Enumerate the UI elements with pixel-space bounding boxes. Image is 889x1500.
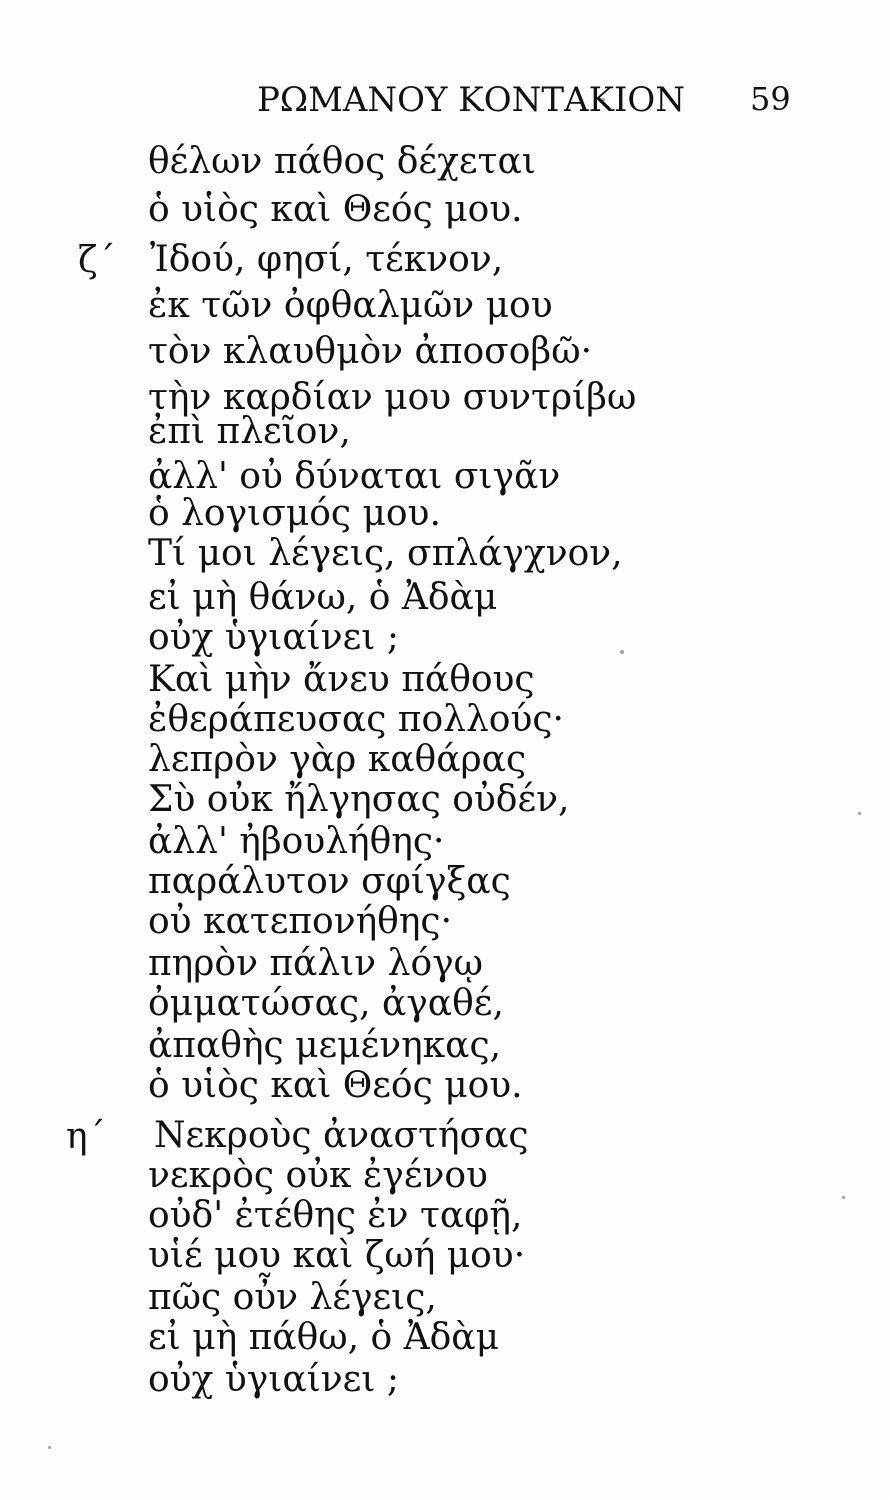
text-line: ὁ υἱὸς καὶ Θεός μου. [148, 189, 523, 230]
text-line: Σὺ οὐκ ἤλγησας οὐδέν, [148, 779, 570, 820]
text-line: παράλυτον σφίγξας [148, 861, 511, 902]
text-line: λεπρὸν γὰρ καθάρας [148, 739, 527, 780]
text-line: ὁ υἱὸς καὶ Θεός μου. [148, 1065, 523, 1106]
text-line: οὐ κατεπονήθης· [148, 901, 453, 942]
text-line: εἰ μὴ θάνω, ὁ Ἀδὰμ [148, 577, 498, 618]
text-line: θέλων πάθος δέχεται [148, 141, 536, 182]
scan-speck [858, 812, 861, 815]
text-line: Ἰδού, φησί, τέκνον, [150, 239, 504, 280]
text-line: Τί μοι λέγεις, σπλάγχνον, [148, 533, 623, 574]
text-line: ἐθεράπευσας πολλούς· [148, 699, 564, 740]
scan-speck [620, 650, 624, 654]
text-line: ὁ λογισμός μου. [148, 493, 441, 534]
text-line: υἱέ μου καὶ ζωή μου· [148, 1235, 526, 1276]
text-line: Καὶ μὴν ἄνευ πάθους [148, 659, 535, 700]
scan-speck [48, 1446, 51, 1449]
text-line: οὐχ ὑγιαίνει ; [148, 617, 399, 658]
text-line: Νεκροὺς ἀναστήσας [154, 1115, 529, 1156]
page-number: 59 [750, 80, 791, 118]
stanza-marker: η΄ [66, 1116, 106, 1157]
text-line: τὸν κλαυθμὸν ἀποσοβῶ· [148, 331, 593, 372]
text-line: οὐχ ὑγιαίνει ; [148, 1359, 399, 1400]
scan-speck [842, 1196, 845, 1199]
text-line: οὐδ' ἐτέθης ἐν ταφῇ, [148, 1195, 523, 1236]
text-line: νεκρὸς οὐκ ἐγένου [148, 1155, 488, 1196]
text-line: πηρὸν πάλιν λόγῳ [148, 943, 483, 984]
stanza-marker: ζ΄ [78, 240, 116, 281]
text-line: ἐπὶ πλεῖον, [148, 411, 351, 452]
text-line: τὴν καρδίαν μου συντρίβω [148, 377, 637, 418]
text-line: εἰ μὴ πάθω, ὁ Ἀδὰμ [148, 1317, 499, 1358]
text-line: ἐκ τῶν ὀφθαλμῶν μου [148, 285, 553, 326]
text-line: ἀλλ' οὐ δύναται σιγᾶν [148, 456, 561, 497]
text-line: ὀμματώσας, ἀγαθέ, [148, 983, 504, 1024]
text-line: ἀπαθὴς μεμένηκας, [148, 1025, 502, 1066]
running-header-title: ΡΩΜΑΝΟΥ ΚΟΝΤΑΚΙΟΝ [257, 80, 686, 120]
text-line: πῶς οὖν λέγεις, [148, 1277, 437, 1318]
text-line: ἀλλ' ἠβουλήθης· [148, 821, 445, 862]
